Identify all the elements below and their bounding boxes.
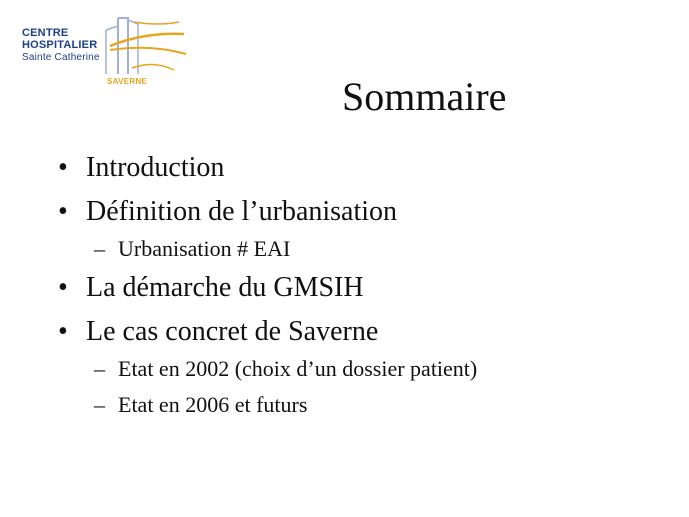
bullet-icon: • (58, 196, 68, 227)
outline-item-text: Le cas concret de Saverne (86, 316, 379, 347)
slide-title: Sommaire (342, 74, 507, 119)
dash-icon: – (94, 236, 105, 261)
outline-item (58, 152, 477, 184)
outline-item-text: Etat en 2002 (choix d’un dossier patient) (118, 356, 478, 381)
outline-item-text: Urbanisation # EAI (118, 236, 291, 261)
outline-item (58, 196, 477, 228)
bullet-icon: • (58, 272, 68, 303)
outline-list (58, 152, 477, 418)
bullet-icon: • (58, 316, 68, 347)
outline-item-text: Etat en 2006 et futurs (118, 392, 308, 417)
outline-item (58, 272, 477, 304)
bullet-icon: • (58, 152, 68, 183)
outline-item (58, 316, 477, 348)
logo-line-centre: CENTRE (22, 27, 69, 39)
outline-subitem (58, 236, 477, 262)
outline-subitem (58, 356, 477, 382)
dash-icon: – (94, 392, 105, 417)
logo-city: SAVERNE (107, 77, 148, 86)
dash-icon: – (94, 356, 105, 381)
outline-subitem (58, 392, 477, 418)
logo-line-sainte-catherine: Sainte Catherine (22, 52, 100, 63)
logo-line-hospitalier: HOSPITALIER (22, 39, 98, 51)
outline-item-text: Définition de l’urbanisation (86, 196, 398, 227)
outline-item-text: La démarche du GMSIH (86, 272, 364, 303)
hospital-logo (14, 14, 192, 90)
outline-item-text: Introduction (86, 152, 225, 183)
